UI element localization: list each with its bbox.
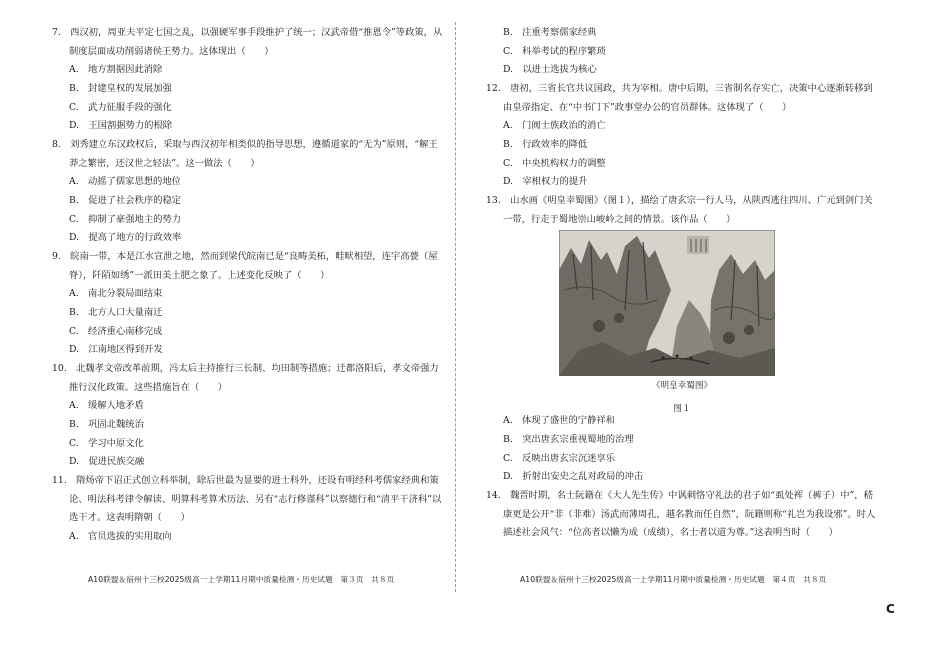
- question-14: [486, 487, 878, 543]
- question-13-option-c: C. 反映出唐玄宗沉迷享乐: [503, 452, 616, 464]
- question-8-option-a: A. 动摇了儒家思想的地位: [69, 176, 181, 188]
- corner-mark: C: [886, 602, 895, 616]
- question-7-option-b: B. 封建皇权的发展加强: [69, 82, 172, 94]
- question-13-option-b: B. 突出唐玄宗重视蜀地的治理: [503, 434, 634, 445]
- left-page: [52, 24, 444, 546]
- question-10: [52, 360, 444, 472]
- question-10-option-a: A. 缓解人地矛盾: [69, 400, 144, 412]
- question-11-option-d: D. 以进士选拔为核心: [503, 64, 597, 76]
- figure-label: 图１: [673, 404, 691, 415]
- question-7: [52, 24, 444, 136]
- figure-title: 《明皇幸蜀图》: [651, 381, 713, 392]
- question-13-option-d: D. 折射出安史之乱对政局的冲击: [503, 471, 644, 483]
- question-12-option-b: B. 行政效率的降低: [503, 139, 588, 150]
- question-13-option-a: A. 体现了盛世的宁静祥和: [503, 415, 615, 427]
- question-8-option-d: D. 提高了地方的行政效率: [69, 232, 182, 244]
- question-9-option-d: D. 江南地区得到开发: [69, 344, 163, 356]
- painting-image: [559, 230, 775, 376]
- column-divider: [455, 22, 456, 592]
- question-11-continued: [486, 24, 878, 80]
- question-13-stem: 13. 山水画《明皇幸蜀图》（图１），描绘了唐玄宗一行人马，从陕西逃往四川、广元到剑门关一带，行走于蜀地崇山峻岭之间的情景。该作品（ ）: [486, 195, 873, 225]
- question-14-stem: 14. 魏晋时期，名士阮籍在《大人先生传》中讽刺恪守礼法的君子如“虱处裈（裤子）中”，嵇康更是公开“非（非难）汤武而薄周孔，越名教而任自然”，阮籍则称“礼岂为我设邪”。时人描述社会风气：“位高者以懒为成（成绩），名士者以道为尊。”这表明当时（ ）: [486, 490, 876, 539]
- question-11-option-a: A. 官员选拔的实用取向: [69, 530, 172, 542]
- page-footer-right: A10联盟＆宿州十三校2025级高一上学期11月期中质量检测・历史试题 第４页 共８页: [520, 575, 827, 584]
- question-8-option-b: B. 促进了社会秩序的稳定: [69, 194, 182, 206]
- question-12-option-d: D. 宰相权力的提升: [503, 176, 588, 188]
- question-10-option-c: C. 学习中原文化: [69, 437, 144, 449]
- question-9-option-a: A. 南北分裂局面结束: [69, 288, 163, 300]
- question-12: [486, 80, 878, 192]
- question-8: [52, 136, 444, 248]
- question-11-option-c: C. 科举考试的程序繁琐: [503, 45, 606, 57]
- question-7-option-a: A. 地方割据因此消除: [69, 64, 163, 76]
- question-13: [486, 192, 878, 487]
- question-7-stem: 7. 西汉初，周亚夫平定七国之乱，以强硬军事手段维护了统一；汉武帝借“推恩令”等政策，从制度层面成功削弱诸侯王势力。这体现出（ ）: [52, 27, 443, 57]
- question-9-stem: 9. 皖南一带，本是江水宣泄之地，然而到梁代皖南已是“良畴美柘，畦畎相望，连宇高甍（屋脊），阡陌如绣”一派田美土肥之象了。上述变化反映了（ ）: [52, 251, 438, 281]
- question-10-stem: 10. 北魏孝文帝改革前期，冯太后主持推行三长制、均田制等措施；迁都洛阳后，孝文帝强力推行汉化政策。这些措施旨在（ ）: [52, 363, 439, 393]
- question-11-stem: 11. 隋炀帝下诏正式创立科举制，除后世最为显要的进士科外，还设有明经科考儒家经典和策论、明法科考律令解读、明算科考算术历法、另有“志行修谨科”以察德行和“清平干济科”以选干才。这表明隋朝（ ）: [52, 475, 442, 524]
- question-11: [52, 472, 444, 546]
- question-12-option-c: C. 中央机构权力的调整: [503, 157, 606, 169]
- figure-1: [486, 230, 878, 415]
- page-footer-left: A10联盟＆宿州十三校2025级高一上学期11月期中质量检测・历史试题 第３页 共８页: [88, 575, 395, 584]
- question-9-option-c: C. 经济重心南移完成: [69, 325, 163, 337]
- question-12-option-a: A. 门阀士族政治的消亡: [503, 120, 606, 132]
- question-11-option-b: B. 注重考察儒家经典: [503, 27, 597, 38]
- question-10-option-d: D. 促进民族交融: [69, 456, 145, 468]
- right-page: [486, 24, 878, 543]
- question-12-stem: 12. 唐初，三省长官共议国政，共为宰相。唐中后期，三省制名存实亡，决策中心逐渐转移到由皇帝指定、在“中书门下”政事堂办公的官员群体。这体现了（ ）: [486, 83, 873, 113]
- question-8-stem: 8. 刘秀建立东汉政权后，采取与西汉初年相类似的指导思想，遵循道家的“无为”原则，“解王莽之繁密，还汉世之轻法”。这一做法（ ）: [52, 139, 438, 169]
- question-10-option-b: B. 巩固北魏统治: [69, 418, 144, 430]
- question-9: [52, 248, 444, 360]
- question-7-option-d: D. 王国割据势力的根除: [69, 120, 173, 132]
- question-9-option-b: B. 北方人口大量南迁: [69, 306, 163, 318]
- question-7-option-c: C. 武力征服手段的强化: [69, 101, 172, 113]
- question-8-option-c: C. 抑制了豪强地主的势力: [69, 213, 182, 225]
